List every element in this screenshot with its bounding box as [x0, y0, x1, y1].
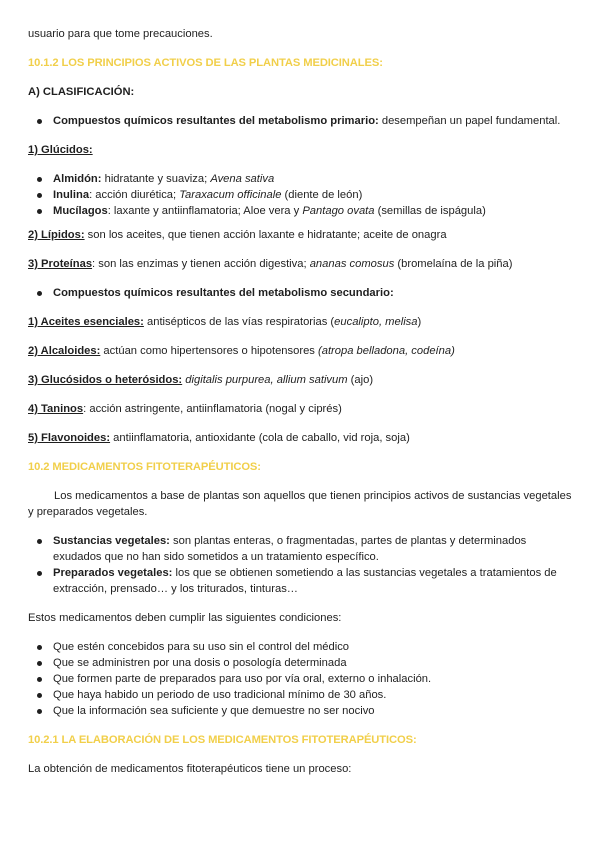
- list-item: Que estén concebidos para su uso sin el control del médico: [28, 639, 576, 655]
- secondary-metabolism-label: Compuestos químicos resultantes del metabolismo secundario:: [53, 287, 394, 299]
- aceites-species: eucalipto, melisa: [334, 316, 418, 328]
- vegetal-list: [28, 533, 576, 597]
- section-heading-10-2-1: 10.2.1 LA ELABORACIÓN DE LOS MEDICAMENTOS FITOTERAPÉUTICOS:: [28, 734, 417, 746]
- alcaloides-text: actúan como hipertensores o hipotensores: [100, 345, 318, 357]
- list-item: Que se administren por una dosis o posología determinada: [28, 655, 576, 671]
- item-text: : laxante y antiinflamatoria; Aloe vera y: [107, 205, 303, 217]
- item-label: Inulina: [53, 189, 90, 201]
- alcaloides-label: 2) Alcaloides:: [28, 345, 101, 357]
- list-item: [28, 565, 576, 597]
- taninos-text: : acción astringente, antiinflamatoria (nogal y ciprés): [83, 403, 342, 415]
- glucosidos-after: (ajo): [347, 374, 374, 386]
- item-species: Avena sativa: [210, 173, 275, 185]
- lipidos-line: [28, 227, 576, 243]
- secondary-metabolism-item: [28, 285, 576, 301]
- list-item: Que haya habido un periodo de uso tradicional mínimo de 30 años.: [28, 687, 576, 703]
- lipidos-label: 2) Lípidos:: [28, 229, 85, 241]
- item-label: Mucílagos: [53, 205, 108, 217]
- list-item: Que la información sea suficiente y que demuestre no ser nocivo: [28, 703, 576, 719]
- glucosidos-species: digitalis purpurea, allium sativum: [185, 374, 348, 386]
- section-heading-10-2: 10.2 MEDICAMENTOS FITOTERAPÉUTICOS:: [28, 461, 261, 473]
- item-label: Almidón:: [53, 173, 102, 185]
- item-label: Sustancias vegetales:: [53, 535, 170, 547]
- list-item: Que formen parte de preparados para uso por vía oral, externo o inhalación.: [28, 671, 576, 687]
- item-species: Pantago ovata: [302, 205, 375, 217]
- item-text: los que se obtienen sometiendo a las sustancias vegetales a tratamientos de extracción, prensado… y los triturados, tinturas…: [53, 567, 557, 595]
- document-page: [28, 26, 576, 777]
- top-text: usuario para que tome precauciones.: [28, 28, 213, 40]
- aceites-line: [28, 314, 576, 330]
- alcaloides-species: (atropa belladona, codeína): [318, 345, 455, 357]
- proteinas-label: 3) Proteínas: [28, 258, 93, 270]
- item-text: hidratante y suaviza;: [101, 173, 211, 185]
- aceites-label: 1) Aceites esenciales:: [28, 316, 144, 328]
- primary-metabolism-text: desempeñan un papel fundamental.: [378, 115, 561, 127]
- proteinas-line: [28, 256, 576, 272]
- glucidos-title: 1) Glúcidos:: [28, 144, 93, 156]
- primary-metabolism-label: Compuestos químicos resultantes del metabolismo primario:: [53, 115, 379, 127]
- item-text: son plantas enteras, o fragmentadas, partes de plantas y determinados exudados que no han sido sometidos a un tratamiento específico.: [53, 535, 527, 563]
- flavonoides-label: 5) Flavonoides:: [28, 432, 111, 444]
- section-10-2-1-text: La obtención de medicamentos fitoterapéuticos tiene un proceso:: [28, 763, 352, 775]
- glucosidos-label: 3) Glucósidos o heterósidos:: [28, 374, 183, 386]
- item-label: Preparados vegetales:: [53, 567, 173, 579]
- glucosidos-line: [28, 372, 576, 388]
- glucidos-list: [28, 171, 576, 219]
- proteinas-text: : son las enzimas y tienen acción digestiva;: [92, 258, 310, 270]
- flavonoides-text: antiinflamatoria, antioxidante (cola de caballo, vid roja, soja): [110, 432, 410, 444]
- item-after: (diente de león): [281, 189, 363, 201]
- list-item: [28, 187, 576, 203]
- list-item: [28, 533, 576, 565]
- primary-metabolism-item: [28, 113, 576, 129]
- alcaloides-line: [28, 343, 576, 359]
- flavonoides-line: [28, 430, 576, 446]
- taninos-line: [28, 401, 576, 417]
- item-species: Taraxacum officinale: [179, 189, 282, 201]
- conditions-list: [28, 639, 576, 719]
- classification-title: A) CLASIFICACIÓN:: [28, 86, 135, 98]
- list-item: [28, 171, 576, 187]
- taninos-label: 4) Taninos: [28, 403, 84, 415]
- item-after: (semillas de ispágula): [374, 205, 486, 217]
- section-heading-10-1-2: 10.1.2 LOS PRINCIPIOS ACTIVOS DE LAS PLANTAS MEDICINALES:: [28, 57, 383, 69]
- item-text: : acción diurética;: [89, 189, 180, 201]
- lipidos-text: son los aceites, que tienen acción laxante e hidratante; aceite de onagra: [84, 229, 447, 241]
- proteinas-after: (bromelaína de la piña): [394, 258, 513, 270]
- proteinas-species: ananas comosus: [309, 258, 395, 270]
- list-item: [28, 203, 576, 219]
- conditions-intro: Estos medicamentos deben cumplir las siguientes condiciones:: [28, 612, 342, 624]
- section-10-2-intro: Los medicamentos a base de plantas son aquellos que tienen principios activos de sustancias vegetales y preparados vegetales.: [28, 490, 572, 518]
- aceites-after: ): [417, 316, 422, 328]
- secondary-list: [28, 285, 576, 301]
- primary-list: [28, 113, 576, 129]
- aceites-text: antisépticos de las vías respiratorias (: [143, 316, 335, 328]
